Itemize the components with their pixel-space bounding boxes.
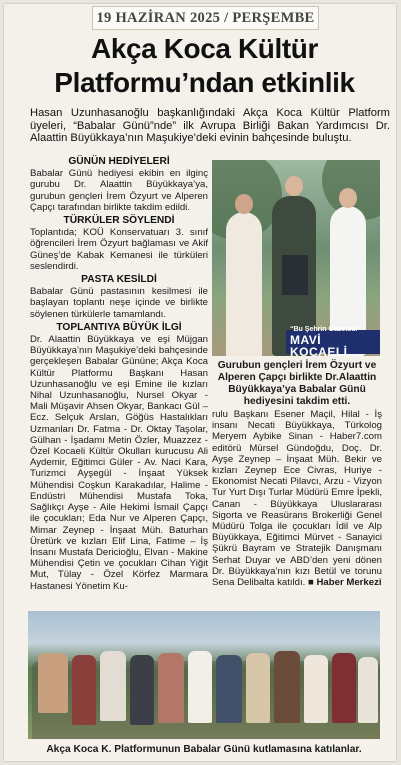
section-heading-cake: PASTA KESİLDİ: [81, 274, 157, 286]
section-text-folk-songs: Toplantıda; KOÜ Konservatuarı 3. sınıf öğrencileri İrem Özyurt bağlaması ve Akif Güneş’de Kabak Kemanesi ile türküleri seslendirdi.: [30, 227, 208, 272]
logo-name: MAVİ KOCAELİ: [290, 333, 348, 356]
section-heading-folk-songs: TÜRKÜLER SÖYLENDİ: [63, 215, 175, 227]
newspaper-logo: [286, 326, 380, 356]
date-banner: [92, 6, 319, 30]
left-column: [30, 154, 208, 592]
group-photo-caption: Akça Koca K. Platformunun Babalar Günü kutlamasına katılanlar.: [46, 744, 362, 755]
group-photo: [28, 611, 380, 739]
lead-paragraph: Hasan Uzunhasanoğlu başkanlığındaki Akça Koca Kültür Platform üyeleri, “Babalar Günü”nde” ilk Avrupa Birliği Bakan Yardımcısı Dr. Alaattin Büyükkaya’nın Maşukiye’deki evinin bahçesinde buluştu.: [30, 107, 390, 145]
section-text-attendance: Dr. Alaattin Büyükkaya ve eşi Müjgan Büyükkaya’nın Maşukiye’deki bahçesinde gerçekleşen Babalar Gününe; Akça Koca Kültür Platformu Başkanı Hasan Uzunhasanoğlu ve eşi Emine ile kızları Nihal Uzunhasanoğlu, Nursel Okyar - Mali Müşavir Ahsen Okyar, Bankacı Gül – Ecz. Selçuk Arslan, Göğüs Hastalıkları Uzmanları Dr. Fatma - Dr. Oktay Taşolar, Gülhan - İşadamı Metin Özler, Muazzez - Özel Kocaeli Kültür Okulları kurucusu Ali Aydemir, Eğitimci Güler - Av. Naci Kara, Turizmci Ayşegül - İnşaat Yüksek Mühendisi Coşkun Karakadılar, Halime - Endüstri Mühendisi Mustafa Toka, Sağlıkçı Ayşe - Aile Hekimi İsmail Çapçı ile çocukları; Eda Nur ve Alperen Çapçı, Mimar Zeynep - İnşaat Müh. Baturhan Üretürk ve kızları Elif Lina, Fatime – İş İnsanı Mustafa Dericioğlu, Elvan - Makine Mühendisi Çetin ve çocukları Cihan Yiğit Mut, Tülay - Özel Körfez Marmara Hastanesi Yönetim Ku-: [30, 334, 208, 592]
section-heading-attendance: TOPLANTIYA BÜYÜK İLGİ: [56, 321, 182, 333]
section-text-gifts: Babalar Günü hediyesi ekibin en ilginç gurubu Dr. Alaattin Büyükkaya’ya, gurubun gençleri İrem Özyurt ve Alperen Çapçı tarafından birlikte takdim edildi.: [30, 168, 208, 213]
right-column-text: rulu Başkanı Esener Maçil, Hilal - İş insanı Necati Büyükkaya, Türkolog Meryem Aybike Sinan - Haber7.com editörü Mürsel Gündoğdu, Doç. Dr. Ayşe Zeynep – İnşaat Müh. Bekir ve kızları Zeynep Ece Civras, Huriye - Ekonomist Necati Pilavcı, Arzu - Vizyon Tur Yurt Dışı Turlar Müdürü Emre İpekli, Canan - Büyükkaya Uluslararası Sigorta ve Reasürans Brokerliği Genel Müdürü Tolga ile çocukları İdil ve Alp Büyükkaya, Eğitimci Mürvet - Sanayici Şükrü Bayram ve Stratejik Danışmanı Serhat Duyar ve ABD’den yeni dönen Dr. Büyükkaya’nın kızı Betül ve torunu Sena Delibalta katıldı.: [212, 409, 382, 589]
gift-photo: [212, 160, 380, 356]
date-text: 19 HAZİRAN 2025 / PERŞEMBE: [96, 9, 315, 26]
headline: Akça Koca Kültür Platformu’ndan etkinlik: [54, 33, 355, 98]
section-text-cake: Babalar Günü pastasının kesilmesi ile başlayan toplantı neşe içinde ve birlikte söylenen türkülerle tamamlandı.: [30, 286, 208, 320]
newspaper-page: [4, 4, 396, 761]
right-column: [212, 409, 382, 588]
source-credit: Haber Merkezi: [316, 577, 382, 589]
section-heading-gifts: GÜNÜN HEDİYELERİ: [68, 156, 170, 167]
gift-photo-caption: Gurubun gençleri İrem Özyurt ve Alperen Çapçı birlikte Dr.Alaattin Büyükkaya’ya Babalar Günü hediyesini takdim etti.: [217, 360, 377, 407]
logo-slogan: “Bu Şehrin Gazetesi”: [290, 326, 361, 333]
bullet-square: ■: [308, 577, 317, 589]
